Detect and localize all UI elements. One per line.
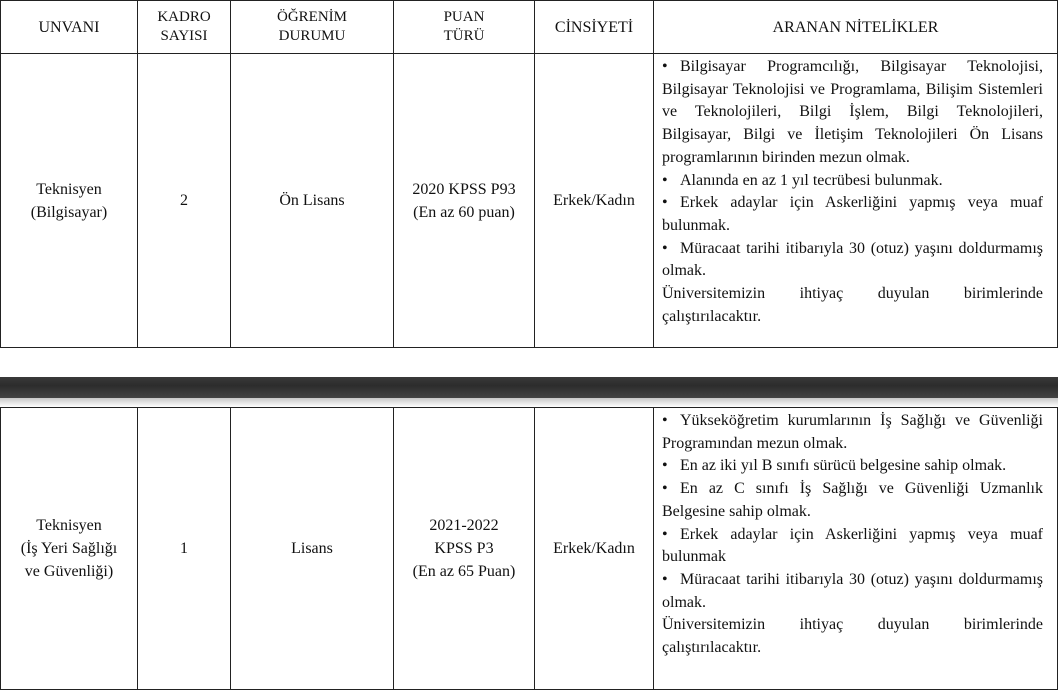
header-score [394,1,535,54]
position-title-line: (Bilgisayar) [30,203,108,221]
header-gender: CİNSİYETİ [535,1,654,54]
requirement-text: Müracaat tarihi itibarıyla 30 (otuz) yaşını doldurmamış olmak. [662,239,1043,280]
score-type-cell [394,54,535,348]
bullet-icon: • [662,171,668,189]
header-requirements: ARANAN NİTELİKLER [654,1,1058,54]
requirement-note: Üniversitemizin ihtiyaç duyulan birimlerinde çalıştırılacaktır. [662,616,1043,657]
bullet-icon: • [662,239,668,257]
position-count-cell: 1 [138,408,231,690]
bullet-icon: • [662,412,668,429]
position-title-line: Teknisyen [36,517,102,534]
score-type-line: KPSS P3 [434,540,494,557]
position-title-cell [1,54,138,348]
score-type-line: (En az 65 Puan) [412,563,516,580]
requirements-cell [654,54,1058,348]
requirement-item [662,478,1043,523]
header-title: UNVANI [1,1,138,54]
requirements-cell [654,408,1058,690]
bullet-icon: • [662,480,668,498]
requirement-text: Erkek adaylar için Askerliğini yapmış veya muaf bulunmak. [662,194,1043,234]
bullet-icon: • [662,194,668,212]
position-title-line: (İş Yeri Sağlığı [20,540,118,557]
staff-positions-table-continued [0,407,1058,690]
gender-cell: Erkek/Kadın [535,408,654,690]
header-score-line2: TÜRÜ [443,28,485,44]
requirement-item [662,569,1043,614]
header-count-line1: KADRO [157,9,211,25]
requirement-text: Bilgisayar Programcılığı, Bilgisayar Teknolojisi, Bilgisayar Teknolojisi ve Programlama, Bilişim Sistemleri ve Teknolojileri, Bilgi İşlem, Bilgi Teknolojileri, Bilgisayar, Bilgi ve İletişim Teknolojileri Ön Lisans programlarının birinden mezun olmak. [662,58,1043,166]
position-title-cell [1,408,138,690]
score-type-line: (En az 60 puan) [413,203,515,221]
requirement-text: En az C sınıfı İş Sağlığı ve Güvenliği Uzmanlık Belgesine sahip olmak. [662,480,1043,520]
requirement-note: Üniversitemizin ihtiyaç duyulan birimlerinde çalıştırılacaktır. [662,285,1043,325]
score-type-line: 2020 KPSS P93 [412,180,516,198]
header-education-line2: DURUMU [278,28,346,44]
gender-cell: Erkek/Kadın [535,54,654,348]
requirement-item [662,455,1043,478]
education-cell: Lisans [231,408,394,690]
position-count-cell: 2 [138,54,231,348]
header-count-line2: SAYISI [160,28,208,44]
position-title-line: ve Güvenliği) [24,563,114,580]
requirement-item [662,192,1043,237]
header-count [138,1,231,54]
requirement-text: Müracaat tarihi itibarıyla 30 (otuz) yaşını doldurmamış olmak. [662,570,1043,611]
header-education-line1: ÖĞRENİM [277,9,347,25]
requirement-item [662,56,1043,170]
position-title-line: Teknisyen [36,180,102,198]
page-divider-shadow [0,398,1058,407]
requirement-text: Erkek adaylar için Askerliğini yapmış veya muaf bulunmak [662,525,1043,566]
header-education [231,1,394,54]
bullet-icon: • [662,457,668,475]
education-cell: Ön Lisans [231,54,394,348]
table-row [1,408,1058,690]
header-score-line1: PUAN [443,9,485,25]
requirement-item [662,170,1043,193]
table-row [1,54,1058,348]
bullet-icon: • [662,58,668,75]
requirement-text: Alanında en az 1 yıl tecrübesi bulunmak. [680,171,943,189]
header-row [1,1,1058,54]
requirement-text: En az iki yıl B sınıfı sürücü belgesine sahip olmak. [680,457,1007,475]
score-type-cell [394,408,535,690]
bullet-icon: • [662,525,668,543]
page-divider [0,377,1058,398]
requirement-item [662,524,1043,569]
requirement-item [662,410,1043,455]
requirement-item [662,238,1043,283]
requirement-text: Yükseköğretim kurumlarının İş Sağlığı ve Güvenliği Programından mezun olmak. [662,412,1043,452]
bullet-icon: • [662,570,668,588]
score-type-line: 2021-2022 [429,517,499,534]
